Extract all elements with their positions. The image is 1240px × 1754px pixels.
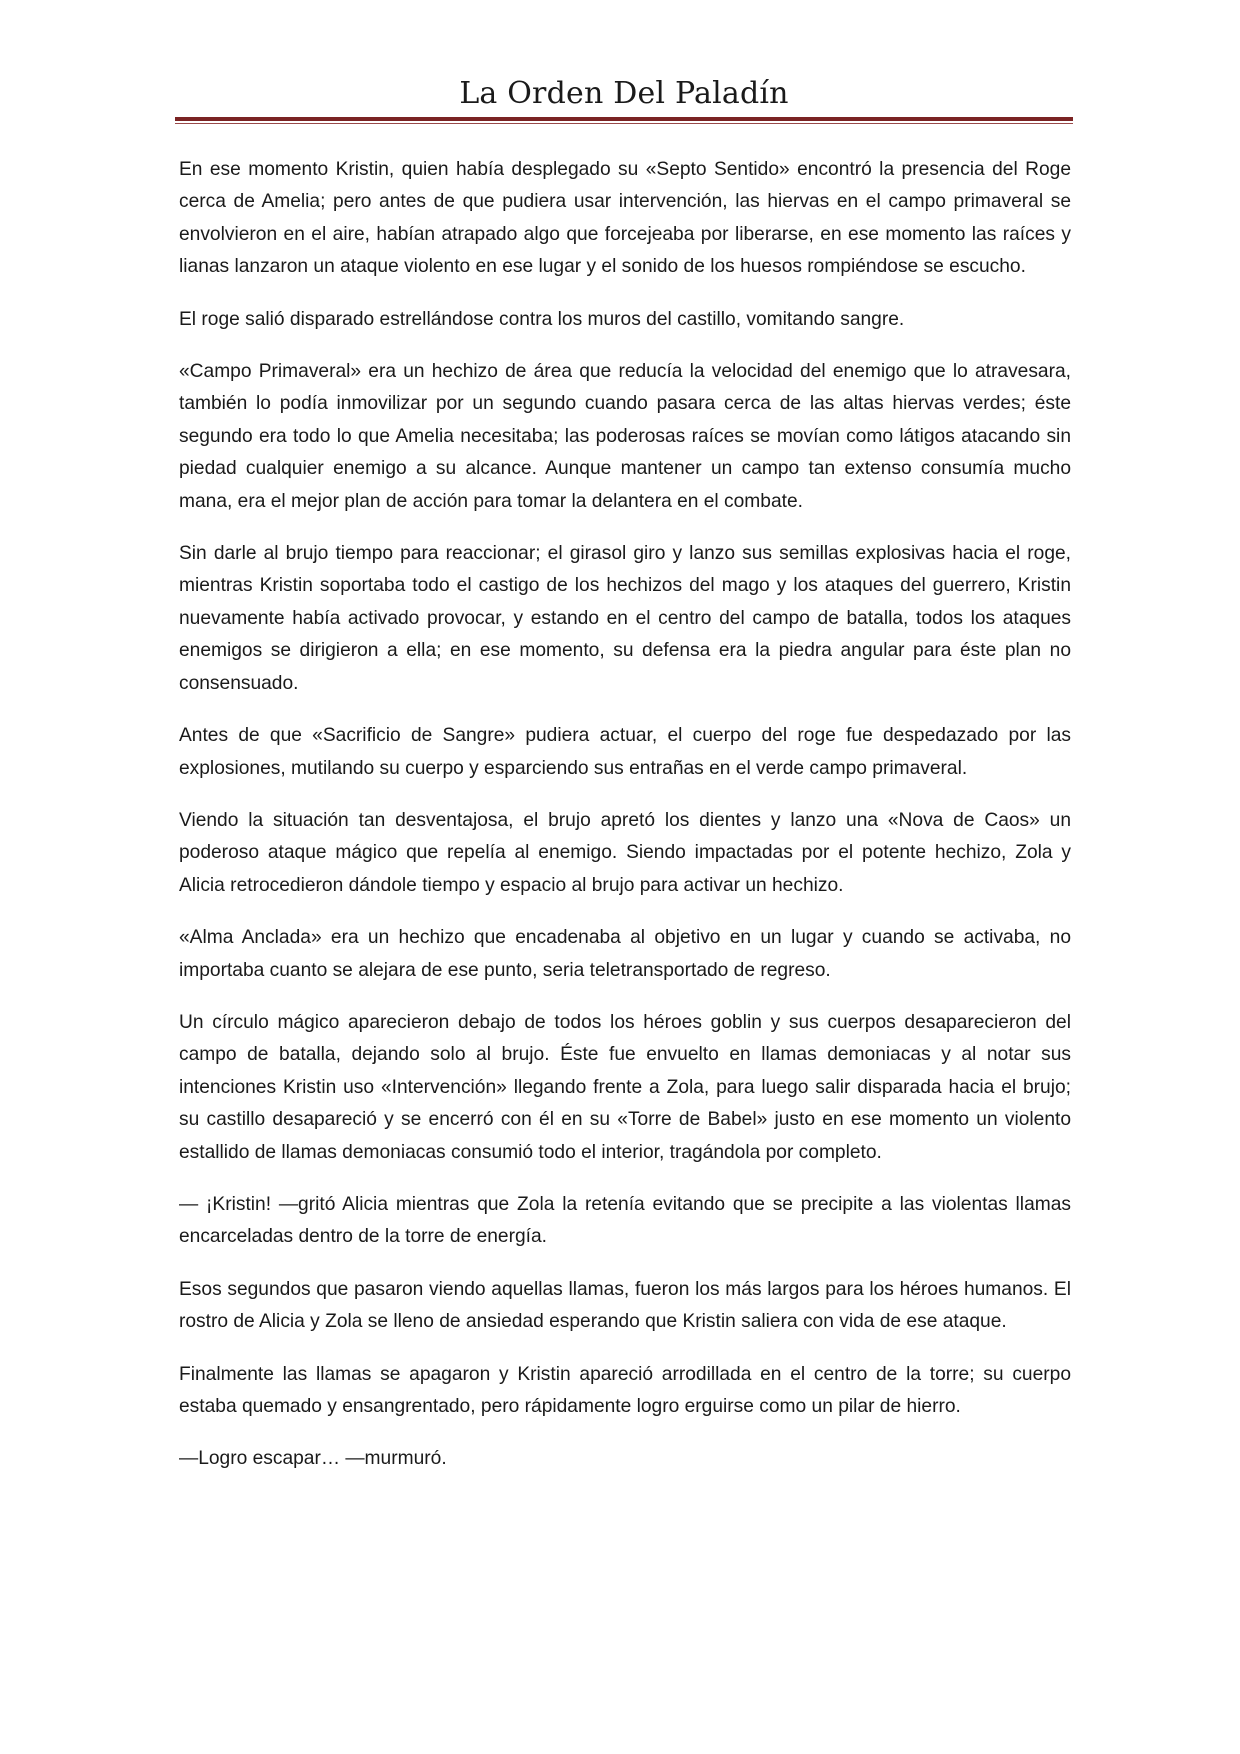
header-rule-thin: [175, 123, 1073, 124]
paragraph: «Alma Anclada» era un hechizo que encadenaba al objetivo en un lugar y cuando se activaba, no importaba cuanto se alejara de ese punto, seria teletransportado de regreso.: [179, 927, 1071, 981]
paragraph: El roge salió disparado estrellándose contra los muros del castillo, vomitando sangre.: [179, 308, 905, 330]
paragraph: Viendo la situación tan desventajosa, el brujo apretó los dientes y lanzo una «Nova de Caos» un poderoso ataque mágico que repelía al enemigo. Siendo impactadas por el potente hechizo, Zola y Alicia retrocedieron dándole tiempo y espacio al brujo para activar un hechizo.: [179, 809, 1071, 896]
paragraph: Finalmente las llamas se apagaron y Kristin apareció arrodillada en el centro de la torre; su cuerpo estaba quemado y ensangrentado, pero rápidamente logro erguirse como un pilar de hierro.: [179, 1363, 1071, 1417]
paragraph: Esos segundos que pasaron viendo aquellas llamas, fueron los más largos para los héroes humanos. El rostro de Alicia y Zola se lleno de ansiedad esperando que Kristin saliera con vida de ese ataque.: [179, 1278, 1071, 1333]
paragraph: — ¡Kristin! —gritó Alicia mientras que Zola la retenía evitando que se precipite a las violentas llamas encarceladas dentro de la torre de energía.: [179, 1193, 1071, 1248]
body-text: [179, 154, 1071, 1496]
paragraph: Antes de que «Sacrificio de Sangre» pudiera actuar, el cuerpo del roge fue despedazado por las explosiones, mutilando su cuerpo y esparciendo sus entrañas en el verde campo primaveral.: [179, 725, 1071, 779]
paragraph: En ese momento Kristin, quien había desplegado su «Septo Sentido» encontró la presencia del Roge cerca de Amelia; pero antes de que pudiera usar intervención, las hiervas en el campo primaveral se envolvieron en el aire, habían atrapado algo que forcejeaba por liberarse, en ese momento las raíces y lianas lanzaron un ataque violento en ese lugar y el sonido de los huesos rompiéndose se escucho.: [179, 159, 1071, 278]
paragraph: —Logro escapar… —murmuró.: [179, 1448, 447, 1470]
header-rule-thick: [175, 117, 1073, 121]
paragraph: Un círculo mágico aparecieron debajo de todos los héroes goblin y sus cuerpos desaparecieron del campo de batalla, dejando solo al brujo. Éste fue envuelto en llamas demoniacas y al notar sus intenciones Kristin uso «Intervención» llegando frente a Zola, para luego salir disparada hacia el brujo; su castillo desapareció y se encerró con él en su «Torre de Babel» justo en ese momento un violento estallido de llamas demoniacas consumió todo el interior, tragándola por completo.: [179, 1011, 1071, 1163]
paragraph: «Campo Primaveral» era un hechizo de área que reducía la velocidad del enemigo que lo atravesara, también lo podía inmovilizar por un segundo cuando pasara cerca de las altas hiervas verdes; éste segundo era todo lo que Amelia necesitaba; las poderosas raíces se movían como látigos atacando sin piedad cualquier enemigo a su alcance. Aunque mantener un campo tan extenso consumía mucho mana, era el mejor plan de acción para tomar la delantera en el combate.: [179, 361, 1071, 512]
running-header-title: La Orden Del Paladín: [459, 76, 789, 111]
paragraph: Sin darle al brujo tiempo para reaccionar; el girasol giro y lanzo sus semillas explosivas hacia el roge, mientras Kristin soportaba todo el castigo de los hechizos del mago y los ataques del guerrero, Kristin nuevamente había activado provocar, y estando en el centro del campo de batalla, todos los ataques enemigos se dirigieron a ella; en ese momento, su defensa era la piedra angular para éste plan no consensuado.: [179, 543, 1071, 694]
